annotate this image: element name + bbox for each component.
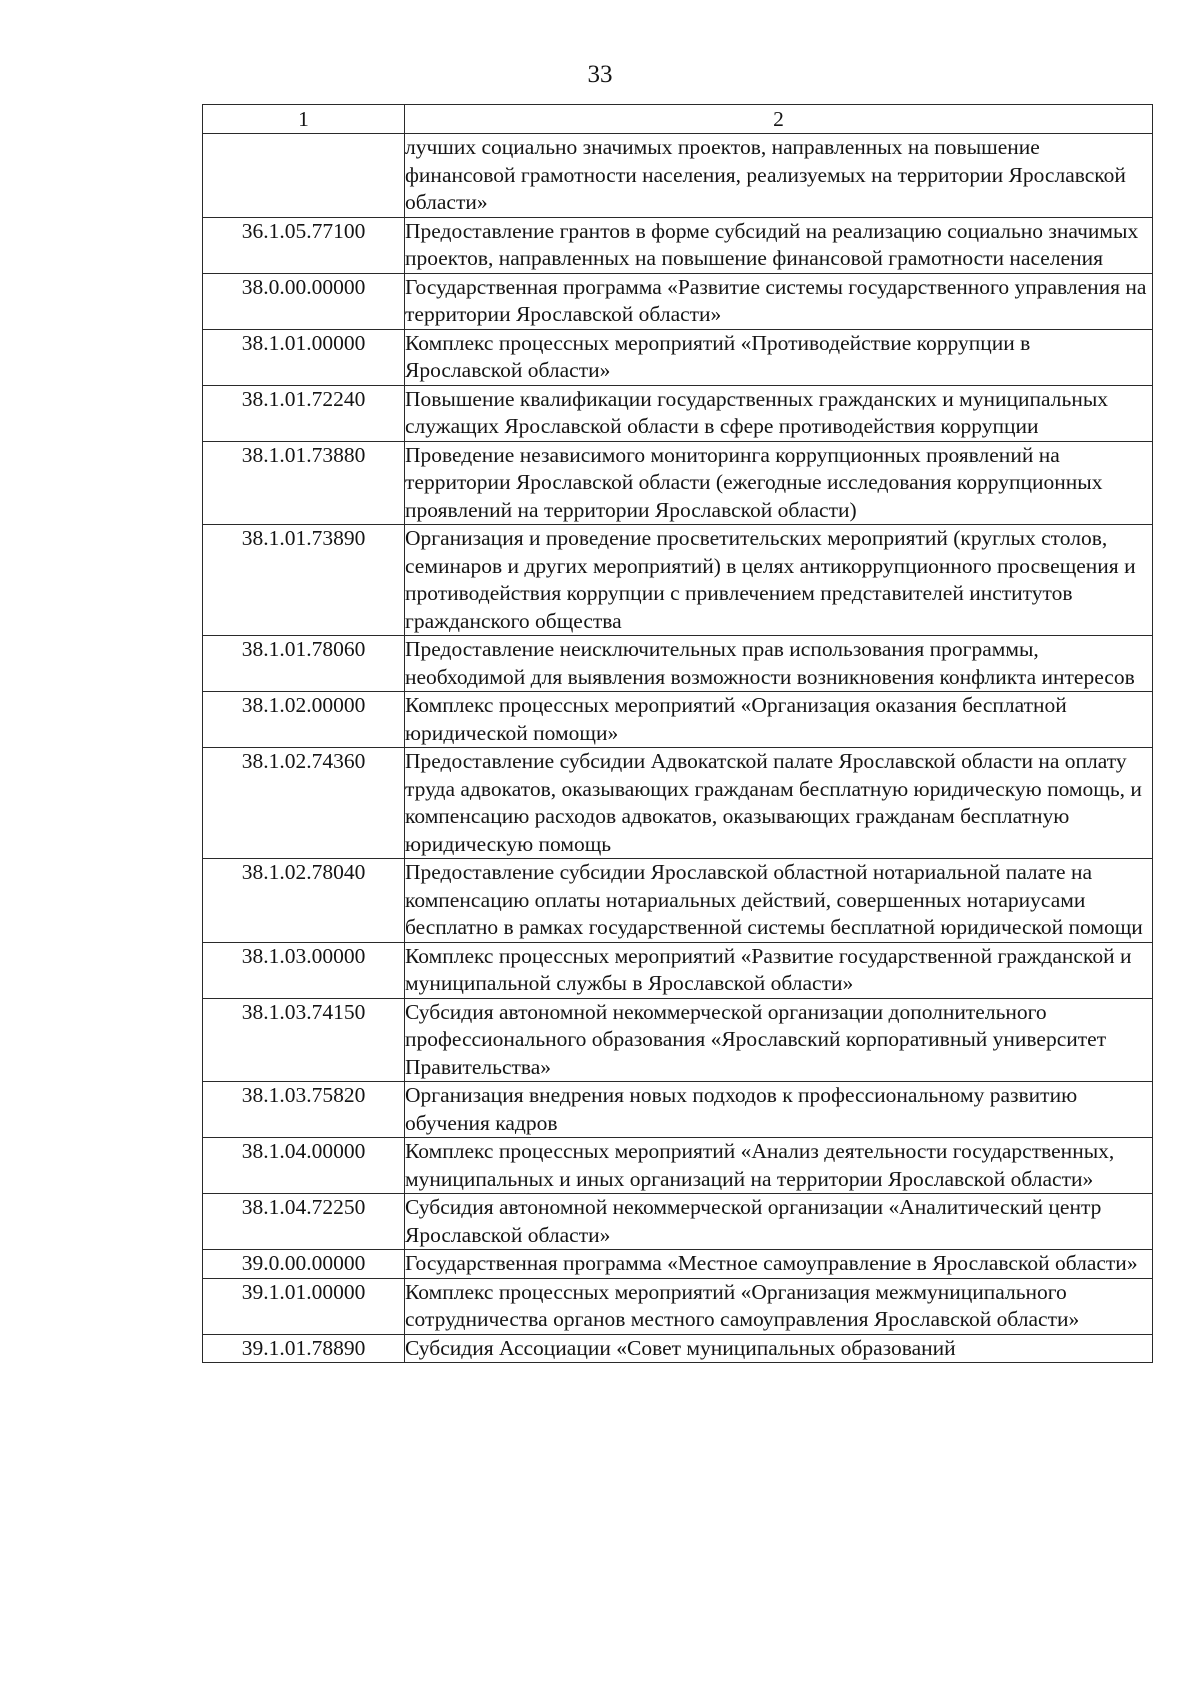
classification-code-cell: 39.0.00.00000 — [203, 1250, 405, 1279]
expense-description-cell: Комплекс процессных мероприятий «Противодействие коррупции в Ярославской области» — [405, 329, 1153, 385]
budget-code-table — [202, 104, 1153, 1363]
table-row — [203, 1194, 1153, 1250]
table-row — [203, 1334, 1153, 1363]
classification-code-cell: 38.1.03.75820 — [203, 1082, 405, 1138]
classification-code-cell: 38.1.01.73880 — [203, 441, 405, 525]
table-row — [203, 385, 1153, 441]
table-row — [203, 273, 1153, 329]
classification-code-cell: 36.1.05.77100 — [203, 217, 405, 273]
expense-description-cell: Предоставление неисключительных прав использования программы, необходимой для выявления возможности возникновения конфликта интересов — [405, 636, 1153, 692]
table-row — [203, 1278, 1153, 1334]
table-row — [203, 998, 1153, 1082]
expense-description-cell: Предоставление субсидии Ярославской областной нотариальной палате на компенсацию оплаты нотариальных действий, совершенных нотариусами бесплатно в рамках государственной системы бесплатной юридической помощи — [405, 859, 1153, 943]
table-row — [203, 1138, 1153, 1194]
classification-code-cell: 38.1.03.74150 — [203, 998, 405, 1082]
table-body — [203, 134, 1153, 1363]
table-row — [203, 525, 1153, 636]
expense-description-cell: Организация внедрения новых подходов к профессиональному развитию обучения кадров — [405, 1082, 1153, 1138]
table-row — [203, 217, 1153, 273]
expense-description-cell: Комплекс процессных мероприятий «Развитие государственной гражданской и муниципальной службы в Ярославской области» — [405, 942, 1153, 998]
classification-code-cell: 38.1.02.78040 — [203, 859, 405, 943]
expense-description-cell: лучших социально значимых проектов, направленных на повышение финансовой грамотности населения, реализуемых на территории Ярославской области» — [405, 134, 1153, 218]
classification-code-cell: 38.1.04.00000 — [203, 1138, 405, 1194]
expense-description-cell: Предоставление субсидии Адвокатской палате Ярославской области на оплату труда адвокатов, оказывающих гражданам бесплатную юридическую помощь, и компенсацию расходов адвокатов, оказывающих гражданам бесплатную юридическую помощь — [405, 748, 1153, 859]
classification-code-cell: 38.0.00.00000 — [203, 273, 405, 329]
column-header-2: 2 — [405, 105, 1153, 134]
table-row — [203, 748, 1153, 859]
table-row — [203, 134, 1153, 218]
table-row — [203, 636, 1153, 692]
classification-code-cell: 39.1.01.78890 — [203, 1334, 405, 1363]
table-row — [203, 329, 1153, 385]
expense-description-cell: Государственная программа «Местное самоуправление в Ярославской области» — [405, 1250, 1153, 1279]
expense-description-cell: Предоставление грантов в форме субсидий на реализацию социально значимых проектов, направленных на повышение финансовой грамотности населения — [405, 217, 1153, 273]
expense-description-cell: Субсидия Ассоциации «Совет муниципальных образований — [405, 1334, 1153, 1363]
expense-description-cell: Комплекс процессных мероприятий «Организация оказания бесплатной юридической помощи» — [405, 692, 1153, 748]
expense-description-cell: Государственная программа «Развитие системы государственного управления на территории Ярославской области» — [405, 273, 1153, 329]
classification-code-cell: 38.1.01.78060 — [203, 636, 405, 692]
classification-code-cell: 38.1.02.00000 — [203, 692, 405, 748]
table-row — [203, 1082, 1153, 1138]
table-row — [203, 1250, 1153, 1279]
page-number: 33 — [587, 61, 613, 88]
expense-description-cell: Комплекс процессных мероприятий «Анализ деятельности государственных, муниципальных и иных организаций на территории Ярославской области» — [405, 1138, 1153, 1194]
table-row — [203, 942, 1153, 998]
table-header-row — [203, 105, 1153, 134]
classification-code-cell: 38.1.03.00000 — [203, 942, 405, 998]
classification-code-cell — [203, 134, 405, 218]
classification-code-cell: 38.1.02.74360 — [203, 748, 405, 859]
classification-code-cell: 38.1.01.73890 — [203, 525, 405, 636]
expense-description-cell: Субсидия автономной некоммерческой организации «Аналитический центр Ярославской области» — [405, 1194, 1153, 1250]
classification-code-cell: 38.1.04.72250 — [203, 1194, 405, 1250]
classification-code-cell: 39.1.01.00000 — [203, 1278, 405, 1334]
expense-description-cell: Организация и проведение просветительских мероприятий (круглых столов, семинаров и других мероприятий) в целях антикоррупционного просвещения и противодействия коррупции с привлечением представителей институтов гражданского общества — [405, 525, 1153, 636]
expense-description-cell: Повышение квалификации государственных гражданских и муниципальных служащих Ярославской области в сфере противодействия коррупции — [405, 385, 1153, 441]
table-row — [203, 441, 1153, 525]
expense-description-cell: Проведение независимого мониторинга коррупционных проявлений на территории Ярославской области (ежегодные исследования коррупционных проявлений на территории Ярославской области) — [405, 441, 1153, 525]
classification-code-cell: 38.1.01.72240 — [203, 385, 405, 441]
table-row — [203, 692, 1153, 748]
expense-description-cell: Субсидия автономной некоммерческой организации дополнительного профессионального образования «Ярославский корпоративный университет Правительства» — [405, 998, 1153, 1082]
classification-code-cell: 38.1.01.00000 — [203, 329, 405, 385]
column-header-1: 1 — [203, 105, 405, 134]
expense-description-cell: Комплекс процессных мероприятий «Организация межмуниципального сотрудничества органов местного самоуправления Ярославской области» — [405, 1278, 1153, 1334]
table-row — [203, 859, 1153, 943]
